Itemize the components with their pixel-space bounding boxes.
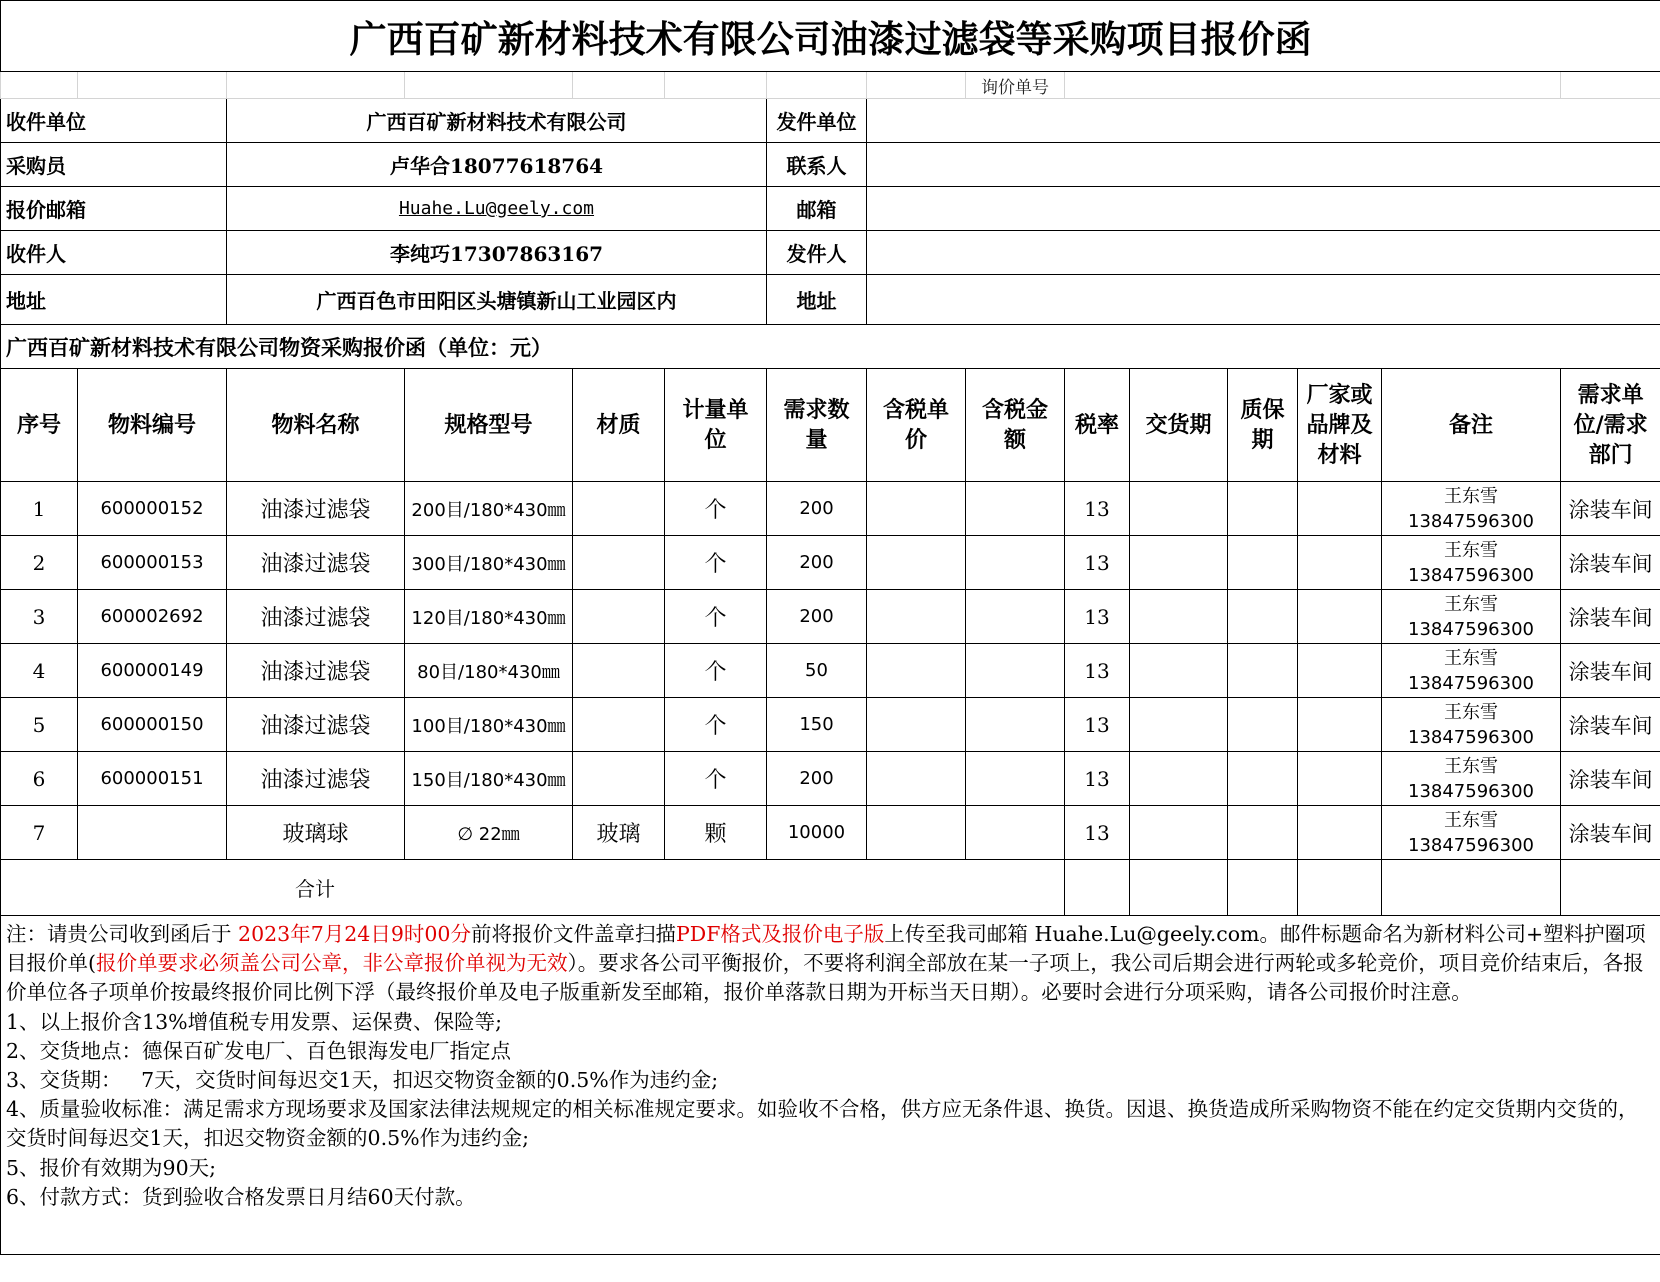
sender-label: 发件人: [767, 231, 867, 275]
cell-material: [573, 752, 665, 806]
notes-deadline: 2023年7月24日9时00分: [238, 922, 471, 946]
info-row-receiver-unit: [1, 99, 1660, 143]
cell-dept: 涂装车间: [1561, 752, 1660, 806]
blank-cell: [867, 72, 966, 99]
remark-name: 王东雪: [1444, 809, 1498, 831]
cell-code: 600000153: [78, 536, 227, 590]
cell-amount[interactable]: [966, 752, 1065, 806]
cell-name: 油漆过滤袋: [227, 698, 405, 752]
cell-remark: [1382, 806, 1561, 860]
cell-tax: 13: [1065, 806, 1130, 860]
cell-remark: [1382, 590, 1561, 644]
sender-unit-value[interactable]: [867, 99, 1660, 143]
cell-spec: ∅ 22㎜: [405, 806, 573, 860]
section-title: 广西百矿新材料技术有限公司物资采购报价函（单位：元）: [1, 325, 1660, 369]
sender-value[interactable]: [867, 231, 1660, 275]
cell-brand[interactable]: [1298, 482, 1382, 536]
table-row: [1, 806, 1660, 860]
cell-remark: [1382, 482, 1561, 536]
cell-name: 油漆过滤袋: [227, 536, 405, 590]
cell-qty: 200: [767, 752, 867, 806]
cell-delivery[interactable]: [1130, 752, 1228, 806]
cell-unit: 颗: [665, 806, 767, 860]
cell-seq: 7: [1, 806, 78, 860]
cell-spec: 80目/180*430㎜: [405, 644, 573, 698]
cell-qty: 50: [767, 644, 867, 698]
cell-dept: 涂装车间: [1561, 536, 1660, 590]
cell-unit-price[interactable]: [867, 752, 966, 806]
address-value: 广西百色市田阳区头塘镇新山工业园区内: [227, 275, 767, 325]
blank-cell: [405, 72, 573, 99]
cell-name: 油漆过滤袋: [227, 752, 405, 806]
total-warranty-cell: [1228, 860, 1298, 916]
cell-tax: 13: [1065, 590, 1130, 644]
cell-brand[interactable]: [1298, 536, 1382, 590]
cell-seq: 3: [1, 590, 78, 644]
cell-tax: 13: [1065, 698, 1130, 752]
total-remark-cell: [1382, 860, 1561, 916]
header-material: 材质: [573, 369, 665, 482]
header-unit-price: 含税单价: [867, 369, 966, 482]
cell-amount[interactable]: [966, 644, 1065, 698]
header-delivery: 交货期: [1130, 369, 1228, 482]
cell-amount[interactable]: [966, 806, 1065, 860]
notes-intro: [6, 920, 1654, 1008]
table-row: [1, 536, 1660, 590]
cell-brand[interactable]: [1298, 644, 1382, 698]
header-remark: 备注: [1382, 369, 1561, 482]
total-label: 合计: [295, 877, 335, 901]
remark-phone: 13847596300: [1408, 618, 1534, 640]
contact-label: 联系人: [767, 143, 867, 187]
cell-warranty[interactable]: [1228, 698, 1298, 752]
cell-warranty[interactable]: [1228, 482, 1298, 536]
notes-text: 上传至我司邮箱 Huahe.Lu@geely.com。邮件标题命名为新材料公司+塑料护圈项目报价单(: [6, 922, 1646, 976]
receiver-unit-label: 收件单位: [1, 99, 227, 143]
cell-warranty[interactable]: [1228, 752, 1298, 806]
header-code: 物料编号: [78, 369, 227, 482]
cell-material: [573, 698, 665, 752]
contact-value[interactable]: [867, 143, 1660, 187]
cell-dept: 涂装车间: [1561, 644, 1660, 698]
cell-unit: 个: [665, 644, 767, 698]
notes-item: 4、质量验收标准：满足需求方现场要求及国家法律法规规定的相关标准规定要求。如验收不合格，供方应无条件退、换货。因退、换货造成所采购物资不能在约定交货期内交货的，交货时间每迟交1天，扣迟交物资金额的0.5%作为违约金;: [6, 1097, 1639, 1151]
remark-phone: 13847596300: [1408, 726, 1534, 748]
cell-unit-price[interactable]: [867, 482, 966, 536]
cell-remark: [1382, 536, 1561, 590]
cell-dept: 涂装车间: [1561, 698, 1660, 752]
cell-seq: 1: [1, 482, 78, 536]
cell-code: 600000149: [78, 644, 227, 698]
cell-dept: 涂装车间: [1561, 806, 1660, 860]
cell-qty: 200: [767, 482, 867, 536]
cell-material: [573, 590, 665, 644]
sender-address-label: 地址: [767, 275, 867, 325]
blank-cell: [227, 72, 405, 99]
notes-item: 2、交货地点：德保百矿发电厂、百色银海发电厂指定点: [6, 1038, 512, 1063]
cell-seq: 2: [1, 536, 78, 590]
remark-name: 王东雪: [1444, 485, 1498, 507]
cell-amount[interactable]: [966, 482, 1065, 536]
cell-seq: 5: [1, 698, 78, 752]
remark-name: 王东雪: [1444, 755, 1498, 777]
cell-tax: 13: [1065, 752, 1130, 806]
cell-seq: 6: [1, 752, 78, 806]
cell-dept: 涂装车间: [1561, 590, 1660, 644]
cell-dept: 涂装车间: [1561, 482, 1660, 536]
cell-material: [573, 536, 665, 590]
cell-code: [78, 806, 227, 860]
cell-unit-price[interactable]: [867, 536, 966, 590]
blank-cell: [573, 72, 665, 99]
buyer-label: 采购员: [1, 143, 227, 187]
cell-delivery[interactable]: [1130, 536, 1228, 590]
cell-qty: 10000: [767, 806, 867, 860]
remark-name: 王东雪: [1444, 701, 1498, 723]
header-qty: 需求数量: [767, 369, 867, 482]
cell-unit-price[interactable]: [867, 806, 966, 860]
inquiry-row: [1, 72, 1660, 99]
remark-name: 王东雪: [1444, 647, 1498, 669]
cell-delivery[interactable]: [1130, 482, 1228, 536]
cell-delivery[interactable]: [1130, 644, 1228, 698]
blank-cell: [665, 72, 767, 99]
cell-seq: 4: [1, 644, 78, 698]
cell-spec: 200目/180*430㎜: [405, 482, 573, 536]
cell-brand[interactable]: [1298, 590, 1382, 644]
blank-cell: [767, 72, 867, 99]
recipient-label: 收件人: [1, 231, 227, 275]
email-label: 邮箱: [767, 187, 867, 231]
header-amount: 含税金额: [966, 369, 1065, 482]
notes-text: 注：请贵公司收到函后于: [6, 922, 239, 946]
total-dept-cell: [1561, 860, 1660, 916]
receiver-unit-value: 广西百矿新材料技术有限公司: [227, 99, 767, 143]
cell-spec: 100目/180*430㎜: [405, 698, 573, 752]
cell-material: [573, 644, 665, 698]
notes-item: 1、以上报价含13%增值税专用发票、运保费、保险等;: [6, 1009, 503, 1034]
remark-phone: 13847596300: [1408, 564, 1534, 586]
cell-amount[interactable]: [966, 536, 1065, 590]
notes-item: 3、交货期： 7天，交货时间每迟交1天，扣迟交物资金额的0.5%作为违约金;: [6, 1068, 719, 1093]
notes-format: PDF格式及报价电子版: [675, 922, 885, 946]
cell-name: 玻璃球: [227, 806, 405, 860]
cell-code: 600000152: [78, 482, 227, 536]
header-dept: 需求单位/需求部门: [1561, 369, 1660, 482]
cell-delivery[interactable]: [1130, 806, 1228, 860]
cell-tax: 13: [1065, 536, 1130, 590]
blank-cell: [1561, 72, 1660, 99]
table-row: [1, 590, 1660, 644]
table-header: [1, 369, 1660, 482]
cell-delivery[interactable]: [1130, 590, 1228, 644]
info-row-email: [1, 187, 1660, 231]
cell-spec: 150目/180*430㎜: [405, 752, 573, 806]
cell-brand[interactable]: [1298, 698, 1382, 752]
header-tax: 税率: [1065, 369, 1130, 482]
table-row: [1, 644, 1660, 698]
total-delivery-cell: [1130, 860, 1228, 916]
table-row: [1, 752, 1660, 806]
remark-phone: 13847596300: [1408, 510, 1534, 532]
cell-name: 油漆过滤袋: [227, 482, 405, 536]
remark-name: 王东雪: [1444, 539, 1498, 561]
header-seq: 序号: [1, 369, 78, 482]
sender-address-value[interactable]: [867, 275, 1660, 325]
cell-remark: [1382, 698, 1561, 752]
cell-warranty[interactable]: [1228, 644, 1298, 698]
blank-cell: [1, 72, 78, 99]
page-title: 广西百矿新材料技术有限公司油漆过滤袋等采购项目报价函: [1, 1, 1660, 72]
cell-name: 油漆过滤袋: [227, 644, 405, 698]
header-warranty: 质保期: [1228, 369, 1298, 482]
cell-remark: [1382, 644, 1561, 698]
cell-material: 玻璃: [573, 806, 665, 860]
info-row-address: [1, 275, 1660, 325]
cell-qty: 200: [767, 590, 867, 644]
cell-unit: 个: [665, 752, 767, 806]
header-name: 物料名称: [227, 369, 405, 482]
notes-item: 6、付款方式：货到验收合格发票日月结60天付款。: [6, 1184, 476, 1209]
cell-warranty[interactable]: [1228, 806, 1298, 860]
header-brand: 厂家或品牌及材料: [1298, 369, 1382, 482]
cell-spec: 300目/180*430㎜: [405, 536, 573, 590]
cell-unit: 个: [665, 698, 767, 752]
cell-amount[interactable]: [966, 698, 1065, 752]
table-row: [1, 482, 1660, 536]
remark-phone: 13847596300: [1408, 780, 1534, 802]
cell-unit: 个: [665, 590, 767, 644]
inquiry-number-label: 询价单号: [966, 72, 1065, 99]
cell-brand[interactable]: [1298, 806, 1382, 860]
cell-unit: 个: [665, 482, 767, 536]
cell-unit-price[interactable]: [867, 644, 966, 698]
cell-spec: 120目/180*430㎜: [405, 590, 573, 644]
cell-tax: 13: [1065, 482, 1130, 536]
cell-code: 600002692: [78, 590, 227, 644]
cell-brand[interactable]: [1298, 752, 1382, 806]
cell-name: 油漆过滤袋: [227, 590, 405, 644]
info-row-buyer: [1, 143, 1660, 187]
cell-code: 600000151: [78, 752, 227, 806]
cell-amount[interactable]: [966, 590, 1065, 644]
remark-phone: 13847596300: [1408, 672, 1534, 694]
total-label-cell: [1, 860, 1065, 916]
remark-phone: 13847596300: [1408, 834, 1534, 856]
blank-cell: [78, 72, 227, 99]
email-value[interactable]: [867, 187, 1660, 231]
cell-warranty[interactable]: [1228, 536, 1298, 590]
cell-unit-price[interactable]: [867, 590, 966, 644]
total-tax-cell: [1065, 860, 1130, 916]
cell-remark: [1382, 752, 1561, 806]
notes-warning: 报价单要求必须盖公司公章，非公章报价单视为无效: [96, 951, 568, 976]
cell-warranty[interactable]: [1228, 590, 1298, 644]
buyer-value: 卢华合18077618764: [227, 143, 767, 187]
cell-qty: 150: [767, 698, 867, 752]
cell-qty: 200: [767, 536, 867, 590]
notes-text: ）。要求各公司平衡报价，不要将利润全部放在某一子项上，我公司后期会进行两轮或多轮竞价，项目竞价结束后，各报价单位各子项单价按最终报价同比例下浮（最终报价单及电子版重新发至邮箱，报价单落款日期为开标当天日期）。必要时会进行分项采购，请各公司报价时注意。: [6, 951, 1644, 1005]
header-spec: 规格型号: [405, 369, 573, 482]
inquiry-number-value[interactable]: [1065, 72, 1561, 99]
notes-item: 5、报价有效期为90天;: [6, 1155, 217, 1180]
notes-block: [1, 916, 1660, 1255]
recipient-value: 李纯巧17307863167: [227, 231, 767, 275]
cell-material: [573, 482, 665, 536]
cell-tax: 13: [1065, 644, 1130, 698]
table-row: [1, 698, 1660, 752]
info-row-recipient: [1, 231, 1660, 275]
cell-unit: 个: [665, 536, 767, 590]
quote-email-link[interactable]: Huahe.Lu@geely.com: [227, 187, 767, 231]
notes-text: 前将报价文件盖章扫描: [470, 922, 676, 946]
cell-code: 600000150: [78, 698, 227, 752]
sender-unit-label: 发件单位: [767, 99, 867, 143]
address-label: 地址: [1, 275, 227, 325]
cell-delivery[interactable]: [1130, 698, 1228, 752]
cell-unit-price[interactable]: [867, 698, 966, 752]
remark-name: 王东雪: [1444, 593, 1498, 615]
header-unit: 计量单位: [665, 369, 767, 482]
total-brand-cell: [1298, 860, 1382, 916]
quote-email-label: 报价邮箱: [1, 187, 227, 231]
total-row: [1, 860, 1660, 916]
